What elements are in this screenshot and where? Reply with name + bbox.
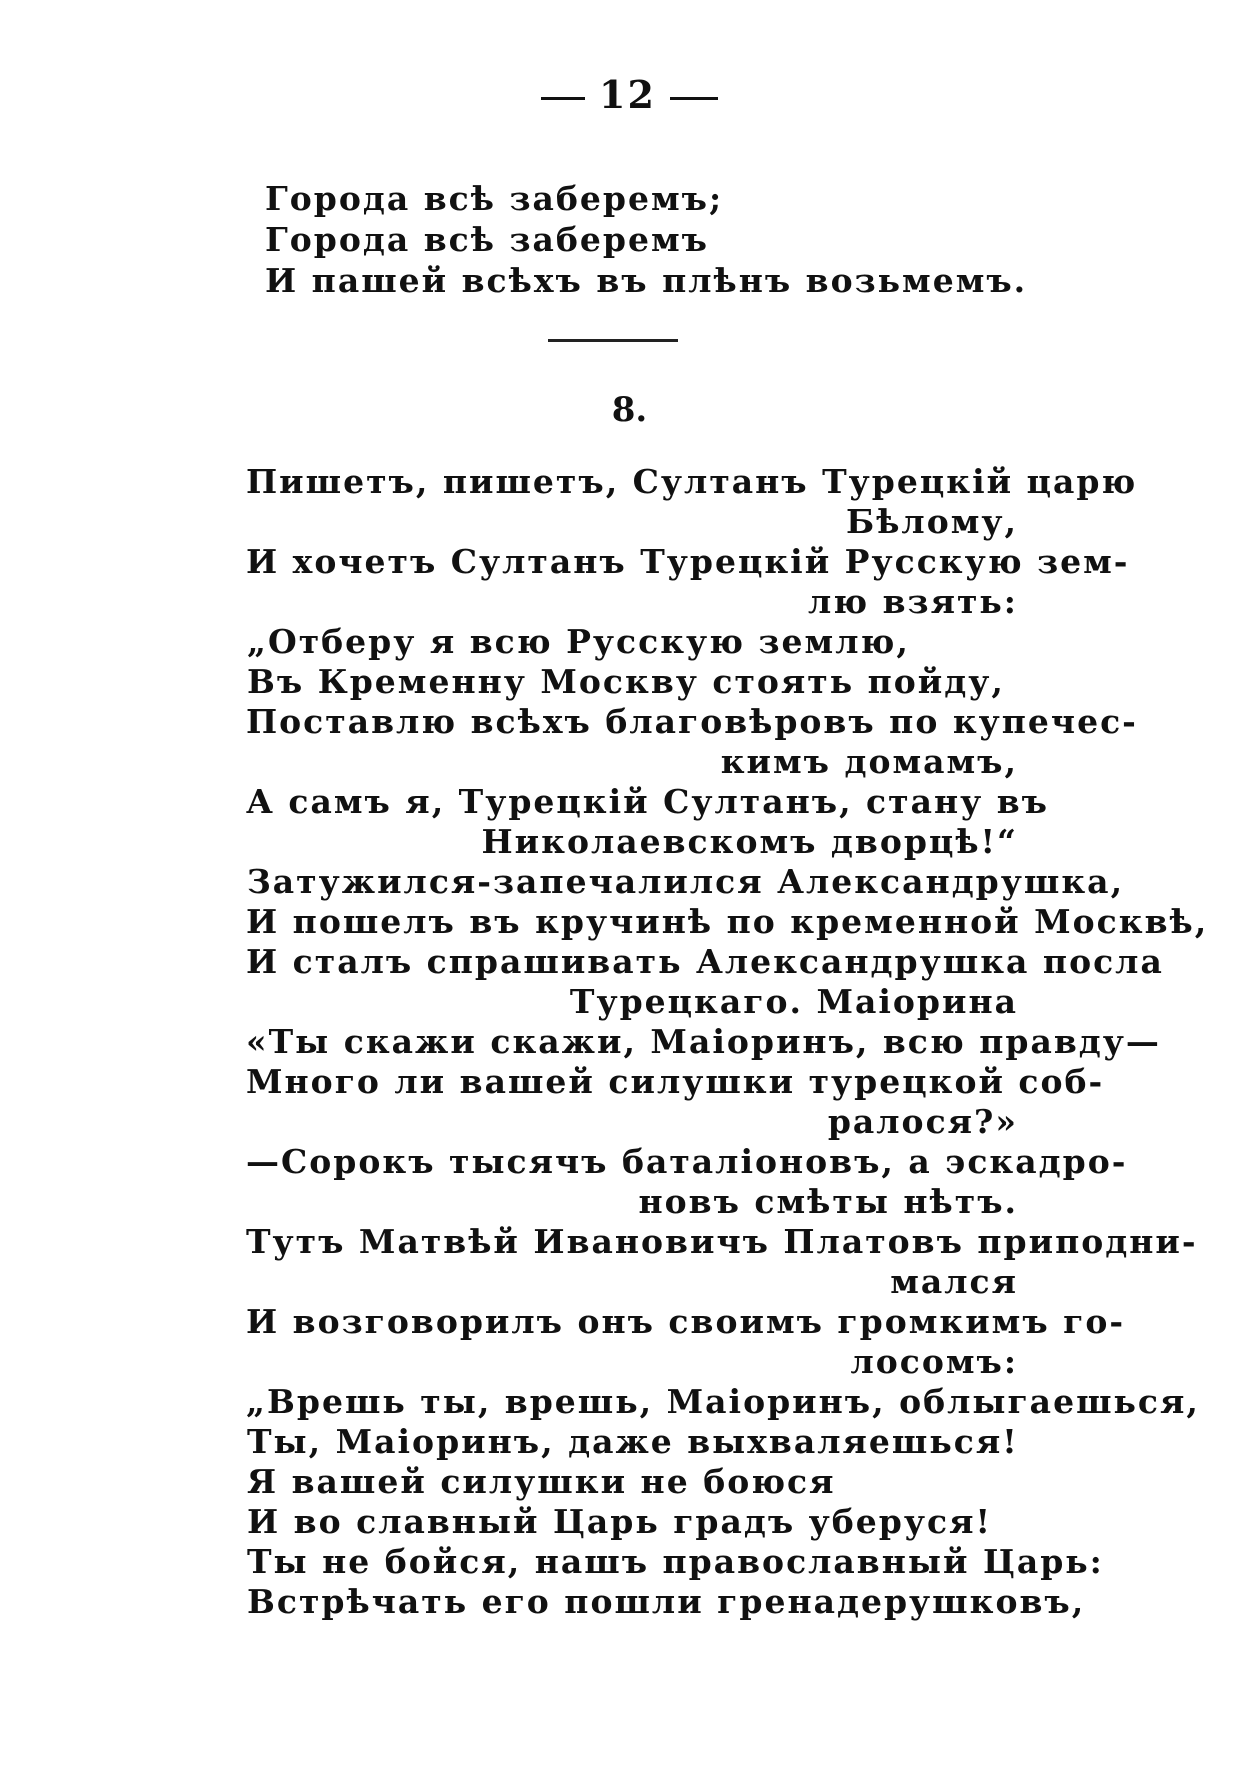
header-right-dash xyxy=(670,97,718,100)
poem-line-continuation: новъ смѣты нѣтъ. xyxy=(638,1182,1018,1221)
poem-line: И хочетъ Султанъ Турецкій Русскую зем- xyxy=(246,542,1130,581)
poem-line-continuation: Турецкаго. Маіорина xyxy=(569,982,1018,1021)
poem-line: И возговорилъ онъ своимъ громкимъ го- xyxy=(246,1302,1126,1341)
poem-line: Пишетъ, пишетъ, Султанъ Турецкій царю xyxy=(246,462,1138,501)
section-divider xyxy=(548,339,678,342)
poem-line: Я вашей силушки не боюся xyxy=(247,1462,836,1501)
header-left-dash xyxy=(541,97,585,100)
verse-line: Города всѣ заберемъ; xyxy=(265,179,724,218)
poem-line-continuation: Бѣлому, xyxy=(846,502,1018,541)
poem-line: —Сорокъ тысячъ баталіоновъ, а эскадро- xyxy=(246,1142,1128,1181)
poem-line: Встрѣчать его пошли гренадерушковъ, xyxy=(247,1582,1086,1621)
poem-line: И сталъ спрашивать Александрушка посла xyxy=(246,942,1164,981)
poem-line: А самъ я, Турецкій Султанъ, стану въ xyxy=(246,782,1049,821)
poem-line: И пошелъ въ кручинѣ по кременной Москвѣ, xyxy=(246,902,1209,941)
poem-line: Затужился-запечалился Александрушка, xyxy=(247,862,1125,901)
poem-line: И во славный Царь градъ уберуся! xyxy=(247,1502,992,1541)
poem-line: «Ты скажи скажи, Маіоринъ, всю правду— xyxy=(246,1022,1161,1061)
poem-line-continuation: лю взять: xyxy=(808,582,1018,621)
poem-line: „Врешь ты, врешь, Маіоринъ, облыгаешься, xyxy=(246,1382,1200,1421)
verse-line: И пашей всѣхъ въ плѣнъ возьмемъ. xyxy=(265,261,1028,300)
verse-line: Города всѣ заберемъ xyxy=(265,220,709,259)
poem-line-continuation: лосомъ: xyxy=(850,1342,1018,1381)
poem-line: Много ли вашей силушки турецкой соб- xyxy=(246,1062,1105,1101)
poem-line-continuation: мался xyxy=(890,1262,1018,1301)
page-number-header xyxy=(0,72,1259,117)
poem-line: Ты не бойся, нашъ православный Царь: xyxy=(247,1542,1104,1581)
poem-line: Въ Кременну Москву стоять пойду, xyxy=(247,662,1005,701)
poem-line-continuation: ралося?» xyxy=(827,1102,1018,1141)
poem-line: Тутъ Матвѣй Ивановичъ Платовъ приподни- xyxy=(246,1222,1198,1261)
poem-line-continuation: кимъ домамъ, xyxy=(720,742,1018,781)
page-number: 12 xyxy=(599,72,656,117)
poem-block xyxy=(246,462,1209,1622)
poem-line-continuation: Николаевскомъ дворцѣ!“ xyxy=(481,822,1018,861)
poem-line: „Отберу я всю Русскую землю, xyxy=(247,622,910,661)
section-number: 8. xyxy=(611,390,648,430)
poem-line: Поставлю всѣхъ благовѣровъ по купечес- xyxy=(246,702,1138,741)
poem-line: Ты, Маіоринъ, даже выхваляешься! xyxy=(247,1422,1019,1461)
verse-top-block xyxy=(265,178,1027,301)
